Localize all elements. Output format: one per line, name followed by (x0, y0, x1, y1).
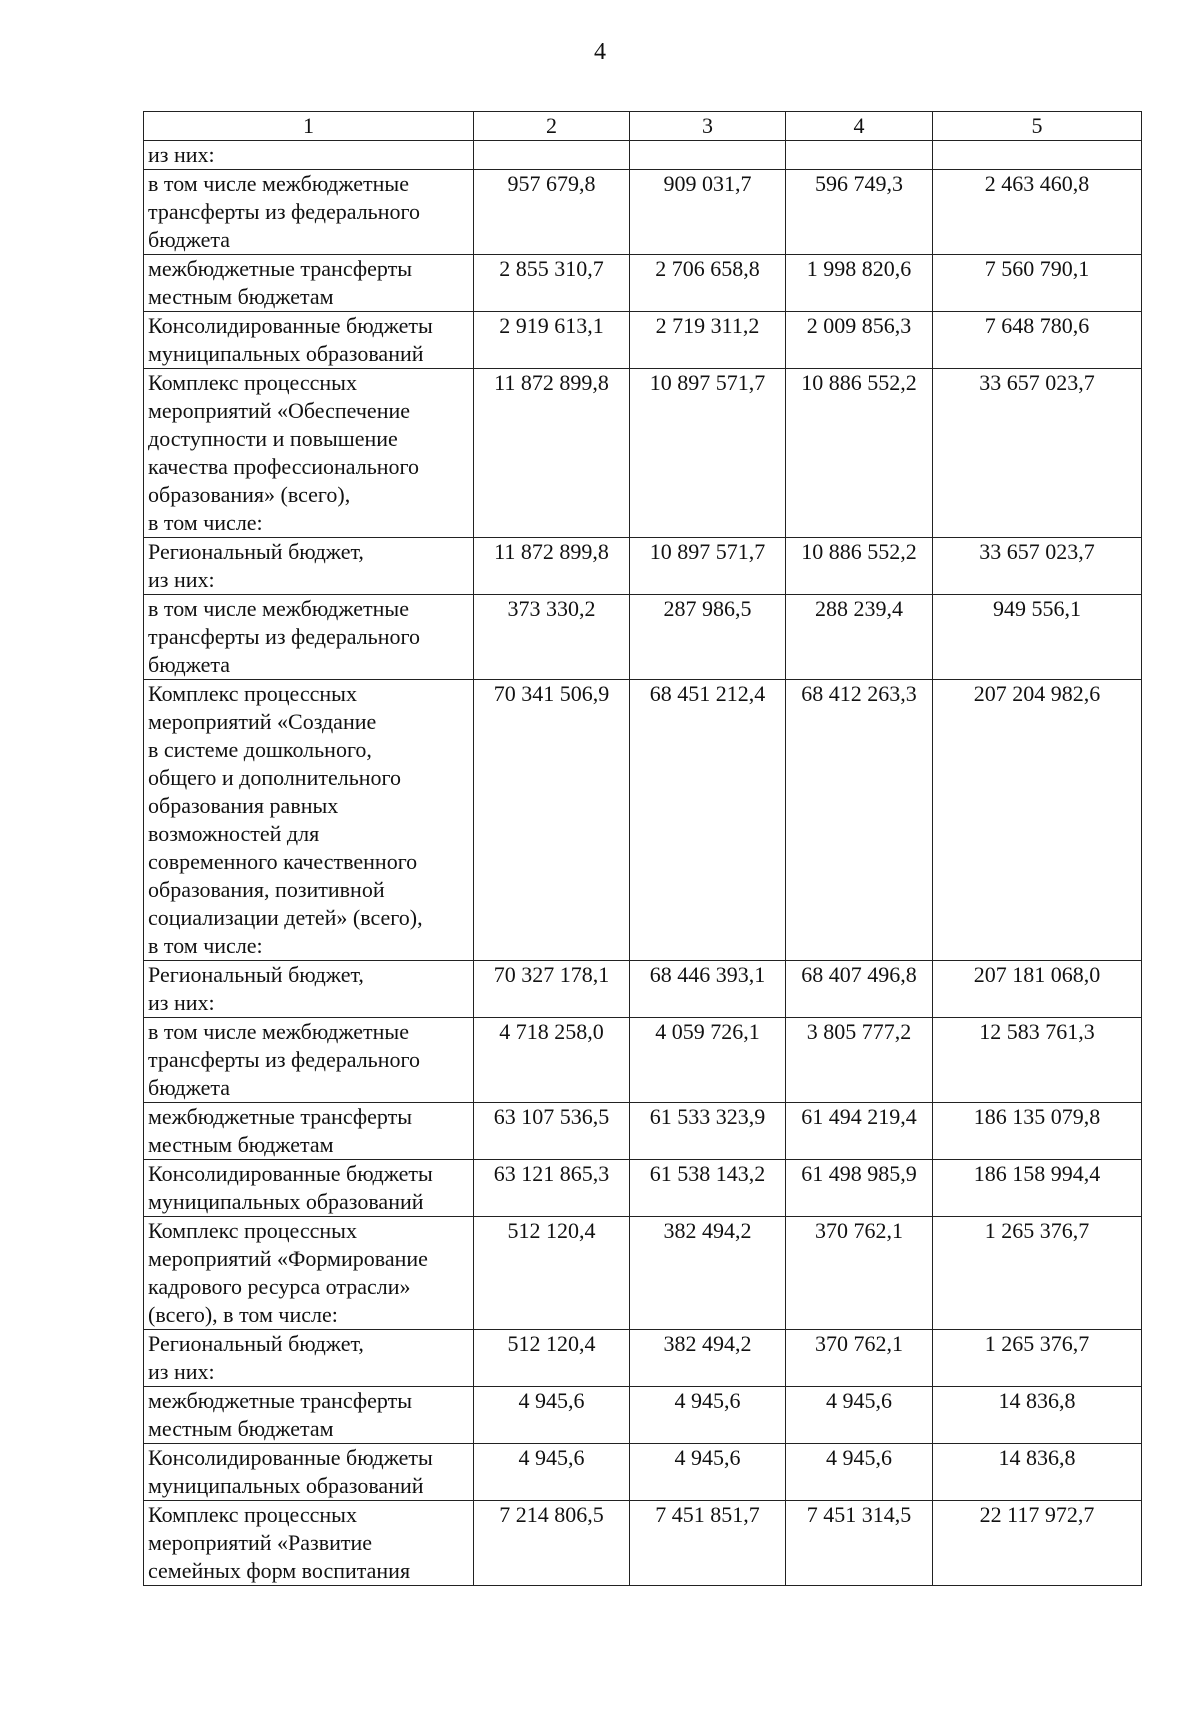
column-header-5: 5 (933, 112, 1142, 141)
row-label: Комплекс процессных мероприятий «Формирование кадрового ресурса отрасли» (всего), в том числе: (144, 1217, 474, 1330)
row-label: Консолидированные бюджеты муниципальных образований (144, 1160, 474, 1217)
row-value-col-4: 7 451 314,5 (786, 1501, 933, 1586)
row-value-col-5: 207 204 982,6 (933, 680, 1142, 961)
row-label: Консолидированные бюджеты муниципальных образований (144, 312, 474, 369)
row-value-col-4: 10 886 552,2 (786, 369, 933, 538)
row-value-col-2: 512 120,4 (474, 1330, 630, 1387)
row-label: Консолидированные бюджеты муниципальных образований (144, 1444, 474, 1501)
table-row (144, 538, 1142, 595)
row-value-col-3: 4 945,6 (630, 1444, 786, 1501)
row-value-col-5: 7 560 790,1 (933, 255, 1142, 312)
table-row (144, 1018, 1142, 1103)
row-label: Комплекс процессных мероприятий «Обеспечение доступности и повышение качества профессионального образования» (всего), в том числе: (144, 369, 474, 538)
row-value-col-5: 949 556,1 (933, 595, 1142, 680)
table-row (144, 369, 1142, 538)
column-header-3: 3 (630, 112, 786, 141)
row-value-col-5: 33 657 023,7 (933, 538, 1142, 595)
row-value-col-2: 63 107 536,5 (474, 1103, 630, 1160)
row-value-col-4: 4 945,6 (786, 1444, 933, 1501)
table-body (144, 141, 1142, 1586)
row-value-col-2: 4 718 258,0 (474, 1018, 630, 1103)
row-value-col-3: 61 538 143,2 (630, 1160, 786, 1217)
row-value-col-2: 4 945,6 (474, 1444, 630, 1501)
row-value-col-3: 68 451 212,4 (630, 680, 786, 961)
row-value-col-3 (630, 141, 786, 170)
row-label: в том числе межбюджетные трансферты из федерального бюджета (144, 170, 474, 255)
row-value-col-5: 12 583 761,3 (933, 1018, 1142, 1103)
row-label: в том числе межбюджетные трансферты из федерального бюджета (144, 595, 474, 680)
row-value-col-3: 68 446 393,1 (630, 961, 786, 1018)
column-header-1: 1 (144, 112, 474, 141)
row-value-col-4: 1 998 820,6 (786, 255, 933, 312)
row-value-col-2: 63 121 865,3 (474, 1160, 630, 1217)
row-value-col-4: 2 009 856,3 (786, 312, 933, 369)
row-label: из них: (144, 141, 474, 170)
row-value-col-4: 370 762,1 (786, 1330, 933, 1387)
table-row (144, 1103, 1142, 1160)
table-row (144, 595, 1142, 680)
row-label: межбюджетные трансферты местным бюджетам (144, 1387, 474, 1444)
row-value-col-4: 68 407 496,8 (786, 961, 933, 1018)
row-value-col-2: 2 919 613,1 (474, 312, 630, 369)
table-row (144, 1501, 1142, 1586)
table-row (144, 1330, 1142, 1387)
row-value-col-3: 382 494,2 (630, 1217, 786, 1330)
page-number: 4 (594, 39, 606, 65)
row-value-col-5: 14 836,8 (933, 1387, 1142, 1444)
row-value-col-2: 7 214 806,5 (474, 1501, 630, 1586)
row-value-col-2: 373 330,2 (474, 595, 630, 680)
row-value-col-4 (786, 141, 933, 170)
row-value-col-3: 61 533 323,9 (630, 1103, 786, 1160)
row-label: в том числе межбюджетные трансферты из федерального бюджета (144, 1018, 474, 1103)
row-value-col-4: 3 805 777,2 (786, 1018, 933, 1103)
row-value-col-2: 11 872 899,8 (474, 538, 630, 595)
row-value-col-3: 2 706 658,8 (630, 255, 786, 312)
row-value-col-5: 14 836,8 (933, 1444, 1142, 1501)
row-value-col-3: 7 451 851,7 (630, 1501, 786, 1586)
row-value-col-3: 382 494,2 (630, 1330, 786, 1387)
row-value-col-5: 1 265 376,7 (933, 1330, 1142, 1387)
row-value-col-4: 596 749,3 (786, 170, 933, 255)
row-value-col-5: 7 648 780,6 (933, 312, 1142, 369)
row-value-col-2: 11 872 899,8 (474, 369, 630, 538)
row-value-col-2: 70 327 178,1 (474, 961, 630, 1018)
row-value-col-3: 4 059 726,1 (630, 1018, 786, 1103)
column-header-2: 2 (474, 112, 630, 141)
row-label: межбюджетные трансферты местным бюджетам (144, 255, 474, 312)
row-value-col-3: 287 986,5 (630, 595, 786, 680)
table-header-row (144, 112, 1142, 141)
table-row (144, 141, 1142, 170)
row-label: межбюджетные трансферты местным бюджетам (144, 1103, 474, 1160)
table-row (144, 170, 1142, 255)
row-value-col-4: 10 886 552,2 (786, 538, 933, 595)
row-value-col-3: 10 897 571,7 (630, 538, 786, 595)
row-value-col-4: 288 239,4 (786, 595, 933, 680)
row-value-col-3: 2 719 311,2 (630, 312, 786, 369)
table-row (144, 255, 1142, 312)
row-value-col-4: 61 494 219,4 (786, 1103, 933, 1160)
row-label: Комплекс процессных мероприятий «Создание в системе дошкольного, общего и дополнительного образования равных возможностей для современного качественного образования, позитивной социализации детей» (всего), в том числе: (144, 680, 474, 961)
row-value-col-4: 68 412 263,3 (786, 680, 933, 961)
row-value-col-5 (933, 141, 1142, 170)
row-label: Региональный бюджет, из них: (144, 1330, 474, 1387)
row-value-col-2: 4 945,6 (474, 1387, 630, 1444)
row-value-col-3: 10 897 571,7 (630, 369, 786, 538)
row-value-col-5: 22 117 972,7 (933, 1501, 1142, 1586)
table-row (144, 1387, 1142, 1444)
row-value-col-5: 207 181 068,0 (933, 961, 1142, 1018)
row-value-col-5: 186 158 994,4 (933, 1160, 1142, 1217)
row-value-col-2: 957 679,8 (474, 170, 630, 255)
row-value-col-3: 909 031,7 (630, 170, 786, 255)
row-label: Комплекс процессных мероприятий «Развитие семейных форм воспитания (144, 1501, 474, 1586)
row-value-col-5: 2 463 460,8 (933, 170, 1142, 255)
row-value-col-2: 2 855 310,7 (474, 255, 630, 312)
row-value-col-2: 70 341 506,9 (474, 680, 630, 961)
row-label: Региональный бюджет, из них: (144, 961, 474, 1018)
column-header-4: 4 (786, 112, 933, 141)
table-row (144, 680, 1142, 961)
table-row (144, 312, 1142, 369)
row-value-col-4: 4 945,6 (786, 1387, 933, 1444)
row-value-col-3: 4 945,6 (630, 1387, 786, 1444)
row-value-col-4: 370 762,1 (786, 1217, 933, 1330)
row-value-col-5: 33 657 023,7 (933, 369, 1142, 538)
row-label: Региональный бюджет, из них: (144, 538, 474, 595)
row-value-col-2: 512 120,4 (474, 1217, 630, 1330)
table-row (144, 1160, 1142, 1217)
table-row (144, 1217, 1142, 1330)
table-row (144, 961, 1142, 1018)
row-value-col-4: 61 498 985,9 (786, 1160, 933, 1217)
row-value-col-5: 186 135 079,8 (933, 1103, 1142, 1160)
row-value-col-2 (474, 141, 630, 170)
table-row (144, 1444, 1142, 1501)
row-value-col-5: 1 265 376,7 (933, 1217, 1142, 1330)
budget-table (143, 111, 1142, 1586)
